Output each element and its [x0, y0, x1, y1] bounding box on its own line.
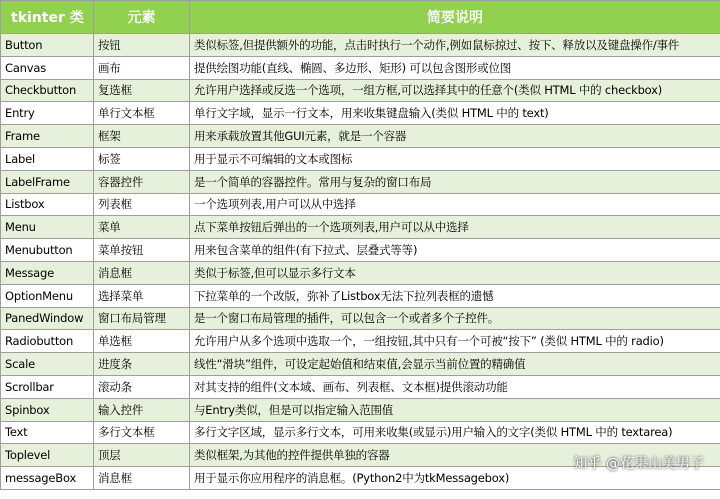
table-row	[1, 284, 720, 307]
element-cell: 窗口布局管理	[94, 307, 190, 330]
table-body	[1, 34, 720, 490]
description-cell: 点下菜单按钮后弹出的一个选项列表,用户可以从中选择	[190, 216, 720, 239]
table-row	[1, 102, 720, 125]
widget-name-cell: messageBox	[1, 467, 94, 490]
description-cell: 用来包含菜单的组件(有下拉式、层叠式等等)	[190, 239, 720, 262]
widget-name-cell: LabelFrame	[1, 170, 94, 193]
header-description: 简要说明	[190, 1, 720, 34]
element-cell: 单行文本框	[94, 102, 190, 125]
widget-name-cell: Entry	[1, 102, 94, 125]
element-cell: 单选框	[94, 330, 190, 353]
description-cell: 是一个简单的容器控件。常用与复杂的窗口布局	[190, 170, 720, 193]
widget-name-cell: Listbox	[1, 193, 94, 216]
watermark-text: 知乎 @花果山美男子	[573, 456, 704, 472]
widget-name-cell: Toplevel	[1, 444, 94, 467]
table-row	[1, 147, 720, 170]
table-row	[1, 125, 720, 148]
widget-name-cell: Button	[1, 34, 94, 57]
widget-name-cell: Canvas	[1, 56, 94, 79]
description-cell: 用来承载放置其他GUI元素，就是一个容器	[190, 125, 720, 148]
table-row	[1, 170, 720, 193]
widget-name-cell: Checkbutton	[1, 79, 94, 102]
element-cell: 进度条	[94, 353, 190, 376]
widget-name-cell: OptionMenu	[1, 284, 94, 307]
element-cell: 框架	[94, 125, 190, 148]
element-cell: 按钮	[94, 34, 190, 57]
widget-name-cell: Radiobutton	[1, 330, 94, 353]
widget-name-cell: Spinbox	[1, 398, 94, 421]
element-cell: 容器控件	[94, 170, 190, 193]
element-cell: 输入控件	[94, 398, 190, 421]
description-cell: 用于显示不可编辑的文本或图标	[190, 147, 720, 170]
element-cell: 消息框	[94, 261, 190, 284]
description-cell: 与Entry类似，但是可以指定输入范围值	[190, 398, 720, 421]
table-row	[1, 34, 720, 57]
table-row	[1, 261, 720, 284]
description-cell: 是一个窗口布局管理的插件，可以包含一个或者多个子控件。	[190, 307, 720, 330]
description-cell: 允许用户选择或反选一个选项，一组方框,可以选择其中的任意个(类似 HTML 中的 checkbox)	[190, 79, 720, 102]
table-row	[1, 79, 720, 102]
description-cell: 类似于标签,但可以显示多行文本	[190, 261, 720, 284]
description-cell: 用于显示你应用程序的消息框。(Python2中为tkMessagebox)	[190, 467, 720, 490]
header-row	[1, 1, 720, 34]
table-row	[1, 193, 720, 216]
description-cell: 允许用户从多个选项中选取一个，一组按钮,其中只有一个可被“按下” (类似 HTML 中的 radio)	[190, 330, 720, 353]
table-row	[1, 398, 720, 421]
element-cell: 列表框	[94, 193, 190, 216]
table-row	[1, 56, 720, 79]
widget-name-cell: Label	[1, 147, 94, 170]
element-cell: 滚动条	[94, 375, 190, 398]
element-cell: 菜单	[94, 216, 190, 239]
element-cell: 顶层	[94, 444, 190, 467]
widget-name-cell: Frame	[1, 125, 94, 148]
element-cell: 菜单按钮	[94, 239, 190, 262]
description-cell: 线性“滑块”组件，可设定起始值和结束值,会显示当前位置的精确值	[190, 353, 720, 376]
table-row	[1, 353, 720, 376]
header-element: 元素	[94, 1, 190, 34]
description-cell: 提供绘图功能(直线、椭圆、多边形、矩形) 可以包含图形或位图	[190, 56, 720, 79]
description-cell: 一个选项列表,用户可以从中选择	[190, 193, 720, 216]
widget-name-cell: Menu	[1, 216, 94, 239]
table-row	[1, 216, 720, 239]
element-cell: 多行文本框	[94, 421, 190, 444]
description-cell: 多行文字区域，显示多行文本，可用来收集(或显示)用户输入的文字(类似 HTML 中的 textarea)	[190, 421, 720, 444]
element-cell: 复选框	[94, 79, 190, 102]
description-cell: 类似框架,为其他的控件提供单独的容器	[190, 444, 720, 467]
widget-name-cell: PanedWindow	[1, 307, 94, 330]
header-tkinter-class: tkinter 类	[1, 1, 94, 34]
element-cell: 画布	[94, 56, 190, 79]
description-cell: 单行文字域，显示一行文本，用来收集键盘输入(类似 HTML 中的 text)	[190, 102, 720, 125]
table-row	[1, 375, 720, 398]
table-row	[1, 421, 720, 444]
table-row	[1, 307, 720, 330]
description-cell: 类似标签,但提供额外的功能，点击时执行一个动作,例如鼠标掠过、按下、释放以及键盘操作/事件	[190, 34, 720, 57]
widget-name-cell: Menubutton	[1, 239, 94, 262]
widget-name-cell: Text	[1, 421, 94, 444]
table-header	[1, 1, 720, 34]
description-cell: 下拉菜单的一个改版，弥补了Listbox无法下拉列表框的遗憾	[190, 284, 720, 307]
widget-name-cell: Scrollbar	[1, 375, 94, 398]
element-cell: 选择菜单	[94, 284, 190, 307]
table-row	[1, 330, 720, 353]
element-cell: 消息框	[94, 467, 190, 490]
widget-name-cell: Message	[1, 261, 94, 284]
description-cell: 对其支持的组件(文本域、画布、列表框、文本框)提供滚动功能	[190, 375, 720, 398]
table-row	[1, 239, 720, 262]
element-cell: 标签	[94, 147, 190, 170]
widget-name-cell: Scale	[1, 353, 94, 376]
